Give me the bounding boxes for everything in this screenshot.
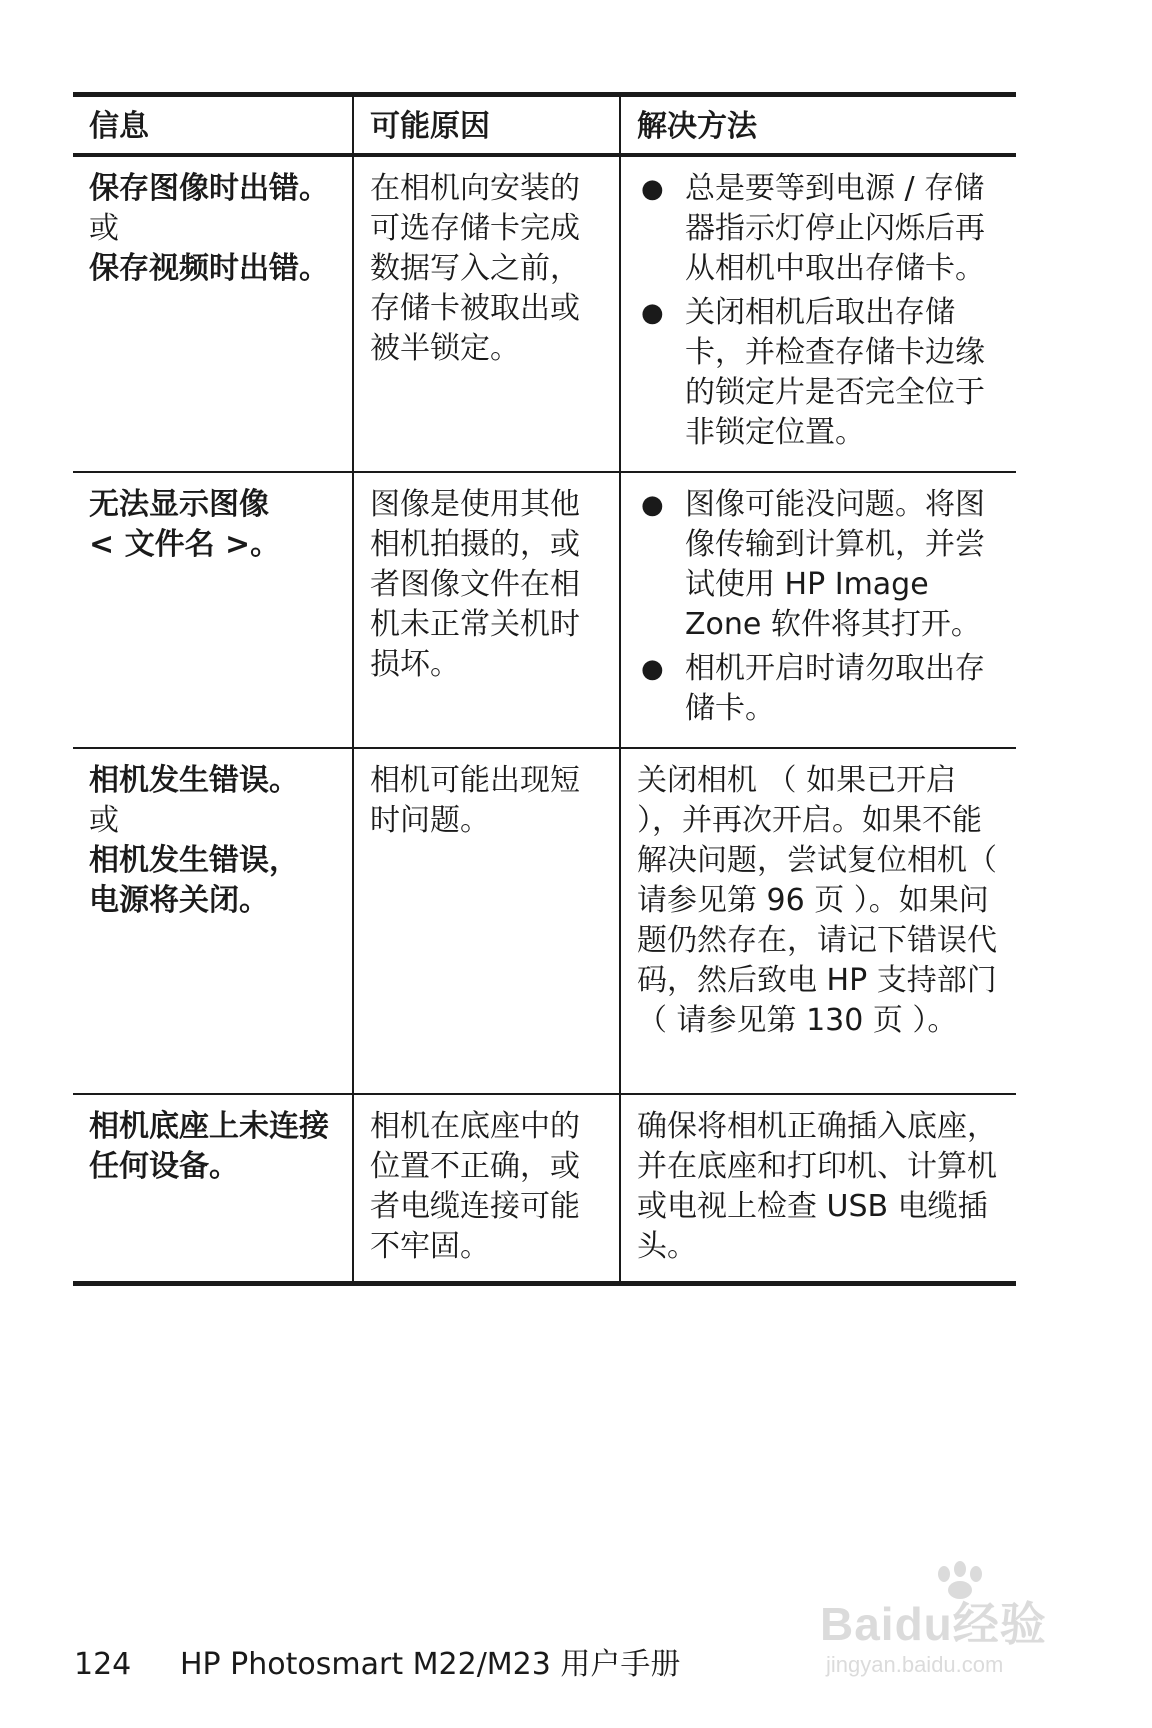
cause-cell: 在相机向安装的可选存储卡完成数据写入之前，存储卡被取出或被半锁定。: [353, 155, 620, 472]
page-number: 124: [74, 1647, 132, 1682]
bullet-icon: ●: [641, 653, 664, 684]
watermark-site: jingyan.baidu.com: [826, 1652, 1004, 1677]
solution-text: 关闭相机后取出存储卡，并检查存储卡边缘的锁定片是否完全位于非锁定位置。: [685, 294, 985, 450]
message-line: < 文件名 >。: [89, 526, 281, 562]
message-cell: [73, 748, 353, 1094]
message-line: 或: [89, 210, 119, 246]
solution-cell: [620, 155, 1016, 472]
solution-list: [637, 169, 1002, 453]
baidu-watermark: [820, 1560, 1080, 1700]
bullet-icon: ●: [641, 173, 664, 204]
message-line: 电源将关闭。: [89, 882, 269, 918]
solution-text: 图像可能没问题。将图像传输到计算机，并尝试使用 HP Image Zone 软件将其打开。: [685, 486, 985, 642]
header-cause: 可能原因: [353, 95, 620, 155]
table-row: [73, 472, 1016, 748]
solution-item: [637, 293, 1002, 453]
table-row: [73, 748, 1016, 1094]
solution-text: 相机开启时请勿取出存储卡。: [685, 650, 985, 726]
troubleshooting-table: [73, 92, 1016, 1286]
solution-item: [637, 485, 1002, 645]
message-line: 相机发生错误，: [89, 842, 299, 878]
page-footer: [74, 1645, 680, 1685]
header-message: 信息: [89, 109, 149, 144]
bullet-icon: ●: [641, 489, 664, 520]
table-row: [73, 1094, 1016, 1284]
message-line: 相机底座上未连接任何设备。: [89, 1108, 329, 1184]
message-cell: [73, 472, 353, 748]
bullet-icon: ●: [641, 297, 664, 328]
solution-cell: 确保将相机正确插入底座，并在底座和打印机、计算机或电视上检查 USB 电缆插头。: [620, 1094, 1016, 1284]
table-row: [73, 155, 1016, 472]
table-header-row: [73, 95, 1016, 155]
solution-item: [637, 649, 1002, 729]
message-line: 或: [89, 802, 119, 838]
header-solution: 解决方法: [620, 95, 1016, 155]
solution-text: 总是要等到电源 / 存储器指示灯停止闪烁后再从相机中取出存储卡。: [685, 170, 985, 286]
solution-item: [637, 169, 1002, 289]
message-line: 相机发生错误。: [89, 762, 299, 798]
solution-cell: 关闭相机 （ 如果已开启 ），并再次开启。如果不能解决问题，尝试复位相机（ 请参见第 96 页 ）。如果问题仍然存在，请记下错误代码，然后致电 HP 支持部门 （ 请参见第 130 页 ）。: [620, 748, 1016, 1094]
message-line: 无法显示图像: [89, 486, 269, 522]
solution-cell: [620, 472, 1016, 748]
solution-list: [637, 485, 1002, 729]
message-line: 保存图像时出错。: [89, 170, 329, 206]
message-cell: [73, 155, 353, 472]
message-line: 保存视频时出错。: [89, 250, 329, 286]
manual-title: HP Photosmart M22/M23 用户手册: [180, 1647, 681, 1682]
cause-cell: 图像是使用其他相机拍摄的，或者图像文件在相机未正常关机时损坏。: [353, 472, 620, 748]
message-cell: [73, 1094, 353, 1284]
cause-cell: 相机可能出现短时问题。: [353, 748, 620, 1094]
cause-cell: 相机在底座中的位置不正确，或者电缆连接可能不牢固。: [353, 1094, 620, 1284]
watermark-brand: Baidu经验: [820, 1598, 1047, 1650]
